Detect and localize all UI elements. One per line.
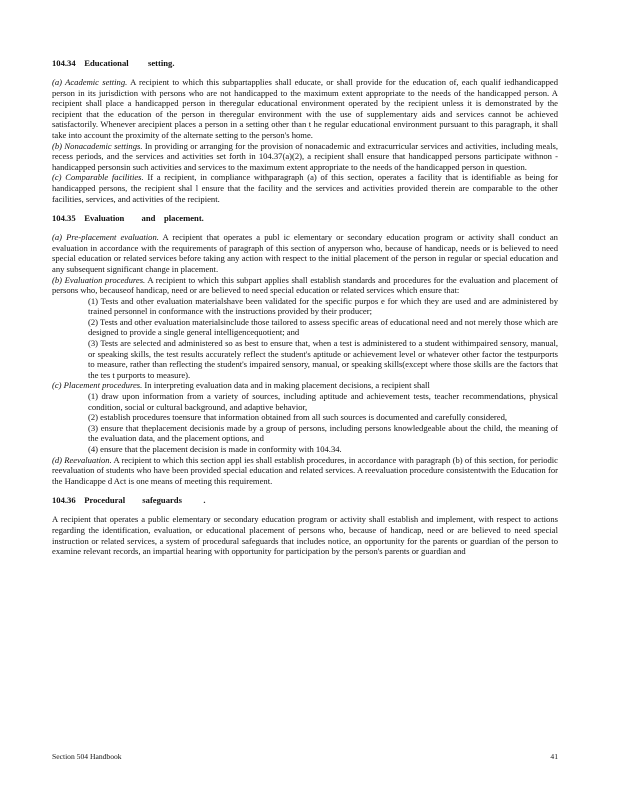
section-heading-104-35: 104.35 Evaluation and placement.: [52, 213, 204, 224]
paragraph-pre-placement-evaluation: [52, 232, 558, 274]
paragraph-text: A recipient that operates a publ ic elementary or secondary education program or activity shall conduct an evaluation in accordance with the requirements of paragraph of this section of anyperson who, because of handicap, needs or is believed to need special education or related services before taking any action with respect to the initial placement of the person in regular or special education and any subsequent significant change in placement.: [52, 232, 558, 274]
list-item: (3) ensure that theplacement decisionis made by a group of persons, including persons knowledgeable about the child, the meaning of the evaluation data, and the placement options, and: [88, 422, 558, 444]
paragraph-text: If a recipient, in compliance withparagraph (a) of this section, operates a facility that is identifiable as being for handicapped persons, the recipient shal l ensure that the facility and the services and activities provided therein are comparable to the other facilities, services, and activities of the recipient.: [52, 172, 558, 204]
footer-title: Section 504 Handbook: [52, 752, 122, 761]
evaluation-procedures-list: [88, 296, 558, 381]
document-page: [52, 58, 558, 557]
paragraph-text: A recipient to which this subpartapplies shall educate, or shall provide for the education of, each qualif iedhandicapped person in its jurisdiction with persons who are not handicapped to the maximum extent appropriate to the needs of the handicapped person. A recipient shall place a handicapped person in theregular educational environment operated by the recipient unless it is demonstrated by the recipient that the education of the person in theregular environment with the use of supplementary aids and services cannot be achieved satisfactorily. Whenever arecipient places a person in a setting other than t he regular educational environment pursuant to this paragraph, it shall take into account the proximity of the alternate setting to the person's home.: [52, 77, 559, 140]
section-heading-104-36: 104.36 Procedural safeguards .: [52, 495, 206, 506]
placement-procedures-list: [88, 391, 558, 455]
paragraph-label: (b) Evaluation procedures.: [52, 274, 146, 285]
paragraph-text: In interpreting evaluation data and in making placement decisions, a recipient shall: [142, 380, 430, 391]
paragraph-reevaluation: [52, 455, 558, 487]
paragraph-label: (b) Nonacademic settings.: [52, 140, 143, 151]
list-item: (1) Tests and other evaluation materialshave been validated for the specific purpos e for which they are used and are administered by trained personnel in conformance with the instructions provided by their producer;: [88, 295, 558, 317]
paragraph-label: (a) Pre-placement evaluation.: [52, 232, 159, 243]
paragraph-comparable-facilities: [52, 172, 558, 204]
paragraph-label: (c) Placement procedures.: [52, 380, 143, 391]
paragraph-placement-procedures: [52, 380, 558, 391]
list-item: (1) draw upon information from a variety of sources, including aptitude and achievement tests, teacher recommendations, physical condition, social or cultural background, and adaptive behavior,: [88, 391, 558, 412]
paragraph-academic-setting: [52, 77, 558, 141]
list-item: (2) Tests and other evaluation materialsinclude those tailored to assess specific areas of educational need and not merely those which are designed to provide a single general intelligencequotient; and: [88, 316, 558, 338]
page-number: 41: [550, 752, 558, 761]
paragraph-nonacademic-settings: [52, 141, 558, 173]
list-item: (4) ensure that the placement decision is made in conformity with 104.34.: [88, 444, 342, 454]
paragraph-label: (c) Comparable facilities.: [52, 172, 144, 183]
paragraph-text: In providing or arranging for the provision of nonacademic and extracurricular services and activities, including meals, recess periods, and the services and activities set forth in 104.37(a)(2), a recipient shall ensure that handicapped persons participate withnon -handicapped personsin such activities and services to the maximum extent appropriate to the needs of the handicapped person in question.: [52, 140, 559, 172]
section-heading-104-34: 104.34 Educational setting.: [52, 58, 175, 68]
paragraph-procedural-safeguards: A recipient that operates a public elementary or secondary education program or activity shall establish and implement, with respect to actions regarding the identification, evaluation, or educational placement of persons who, because of handicap, need or are believed to need special instruction or related services, a system of procedural safeguards that includes notice, an opportunity for the parents or guardian of the person to examine relevant records, an impartial hearing with opportunity for participation by the person's parents or guardian and: [52, 514, 558, 557]
list-item: (3) Tests are selected and administered so as best to ensure that, when a test is administered to a student withimpaired sensory, manual, or speaking skills, the test results accurately reflect the student's aptitude or achievement level or whatever other factor the testpurports to measure, rather than reflecting the student's impaired sensory, manual, or speaking skills(except where those skills are the factors that the tes t purports to measure).: [88, 338, 558, 380]
paragraph-text: A recipient to which this section appl ies shall establish procedures, in accordance with paragraph (b) of this section, for periodic reevaluation of students who have been provided special education and related services. A reevaluation procedure consistentwith the Education for the Handicappe d Act is one means of meeting this requirement.: [52, 454, 558, 486]
paragraph-evaluation-procedures: [52, 275, 558, 296]
paragraph-label: (d) Reevaluation.: [52, 454, 112, 465]
list-item: (2) establish procedures toensure that information obtained from all such sources is documented and carefully considered,: [88, 412, 508, 423]
paragraph-label: (a) Academic setting.: [52, 77, 128, 87]
page-footer: [52, 752, 558, 761]
paragraph-text: A recipient to which this subpart applies shall establish standards and procedures for the evaluation and placement of persons who, becauseof handicap, need or are believed to need special education or related services which ensure that:: [52, 274, 558, 296]
